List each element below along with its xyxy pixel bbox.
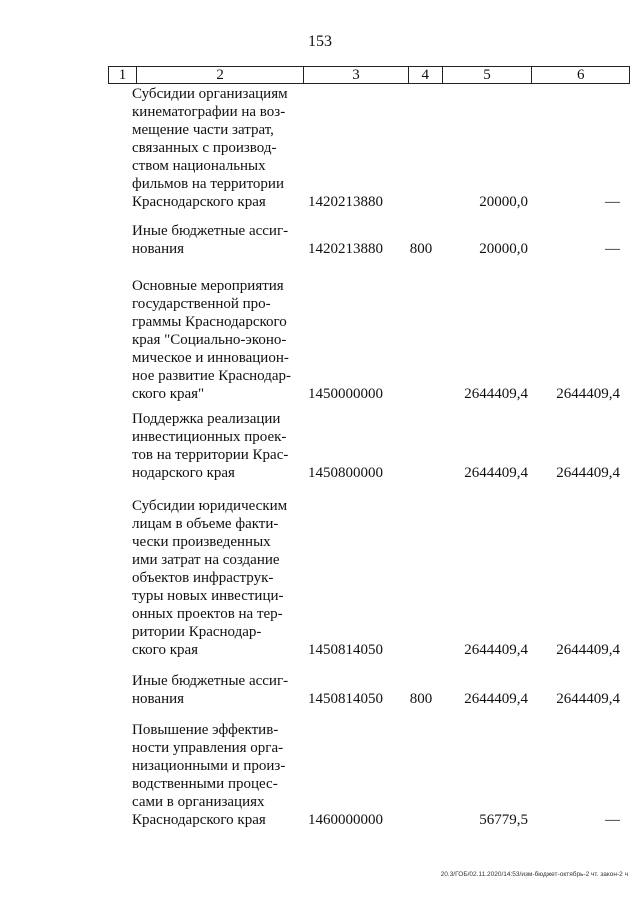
row-description bbox=[132, 721, 294, 829]
description-line: Иные бюджетные ассиг- bbox=[132, 673, 289, 689]
table-row bbox=[0, 497, 640, 659]
row-amount-col5: 2644409,4 bbox=[464, 642, 528, 658]
description-line: ное развитие Краснодар- bbox=[132, 368, 292, 384]
header-col-1: 1 bbox=[109, 67, 137, 83]
description-line: Субсидии организациям bbox=[132, 86, 288, 102]
row-description bbox=[132, 85, 294, 211]
description-line: ности управления орга- bbox=[132, 740, 284, 756]
description-line: мещение части затрат, bbox=[132, 122, 274, 138]
table-header bbox=[108, 66, 630, 84]
table-row bbox=[0, 672, 640, 708]
row-code: 1420213880 bbox=[308, 241, 383, 257]
description-line: объектов инфраструк- bbox=[132, 570, 274, 586]
row-code: 1450814050 bbox=[308, 691, 383, 707]
description-line: ского края bbox=[132, 642, 199, 658]
row-amount-col6: — bbox=[605, 812, 620, 828]
header-col-5: 5 bbox=[443, 67, 533, 83]
description-line: нования bbox=[132, 241, 185, 257]
row-code: 1450000000 bbox=[308, 386, 383, 402]
row-amount-col6: 2644409,4 bbox=[556, 642, 620, 658]
table-row bbox=[0, 410, 640, 482]
description-line: онных проектов на тер- bbox=[132, 606, 283, 622]
row-amount-col6: 2644409,4 bbox=[556, 465, 620, 481]
description-line: ритории Краснодар- bbox=[132, 624, 262, 640]
description-line: нования bbox=[132, 691, 185, 707]
description-line: инвестиционных проек- bbox=[132, 429, 287, 445]
row-expense-type: 800 bbox=[409, 691, 433, 707]
description-line: Повышение эффектив- bbox=[132, 722, 279, 738]
row-code: 1450800000 bbox=[308, 465, 383, 481]
row-expense-type: 800 bbox=[409, 241, 433, 257]
description-line: ством национальных bbox=[132, 158, 266, 174]
table-row bbox=[0, 222, 640, 258]
description-line: ского края" bbox=[132, 386, 205, 402]
description-line: Поддержка реализации bbox=[132, 411, 281, 427]
description-line: фильмов на территории bbox=[132, 176, 284, 192]
description-line: тов на территории Крас- bbox=[132, 447, 289, 463]
description-line: связанных с производ- bbox=[132, 140, 277, 156]
row-code: 1460000000 bbox=[308, 812, 383, 828]
row-description bbox=[132, 222, 294, 258]
row-amount-col5: 20000,0 bbox=[479, 194, 528, 210]
description-line: Основные мероприятия bbox=[132, 278, 284, 294]
description-line: государственной про- bbox=[132, 296, 271, 312]
description-line: края "Социально-эконо- bbox=[132, 332, 287, 348]
row-description bbox=[132, 277, 294, 403]
table-row bbox=[0, 721, 640, 829]
page-number: 153 bbox=[308, 33, 332, 50]
description-line: Иные бюджетные ассиг- bbox=[132, 223, 289, 239]
description-line: граммы Краснодарского bbox=[132, 314, 287, 330]
description-line: Субсидии юридическим bbox=[132, 498, 288, 514]
footer-stamp: 20.3/ГОБ/02.11.2020/14:53/изм-бюджет-октябрь-2 чт. закон-2 ч bbox=[440, 871, 628, 878]
description-line: туры новых инвестици- bbox=[132, 588, 284, 604]
header-col-2: 2 bbox=[137, 67, 304, 83]
row-code: 1420213880 bbox=[308, 194, 383, 210]
description-line: кинематографии на воз- bbox=[132, 104, 286, 120]
header-col-4: 4 bbox=[409, 67, 443, 83]
description-line: мическое и инновацион- bbox=[132, 350, 289, 366]
row-code: 1450814050 bbox=[308, 642, 383, 658]
header-col-3: 3 bbox=[304, 67, 409, 83]
row-amount-col5: 56779,5 bbox=[479, 812, 528, 828]
row-description bbox=[132, 410, 294, 482]
description-line: нодарского края bbox=[132, 465, 235, 481]
row-description bbox=[132, 497, 294, 659]
description-line: ими затрат на создание bbox=[132, 552, 280, 568]
description-line: Краснодарского края bbox=[132, 194, 266, 210]
description-line: сами в организациях bbox=[132, 794, 265, 810]
table-row bbox=[0, 85, 640, 211]
description-line: Краснодарского края bbox=[132, 812, 266, 828]
row-amount-col5: 2644409,4 bbox=[464, 386, 528, 402]
description-line: лицам в объеме факти- bbox=[132, 516, 279, 532]
table-row bbox=[0, 277, 640, 403]
description-line: чески произведенных bbox=[132, 534, 271, 550]
description-line: водственными процес- bbox=[132, 776, 278, 792]
row-description bbox=[132, 672, 294, 708]
row-amount-col6: — bbox=[605, 194, 620, 210]
row-amount-col6: 2644409,4 bbox=[556, 386, 620, 402]
description-line: низационными и произ- bbox=[132, 758, 286, 774]
row-amount-col5: 2644409,4 bbox=[464, 465, 528, 481]
row-amount-col6: 2644409,4 bbox=[556, 691, 620, 707]
row-amount-col6: — bbox=[605, 241, 620, 257]
row-amount-col5: 2644409,4 bbox=[464, 691, 528, 707]
row-amount-col5: 20000,0 bbox=[479, 241, 528, 257]
header-col-6: 6 bbox=[576, 67, 585, 83]
